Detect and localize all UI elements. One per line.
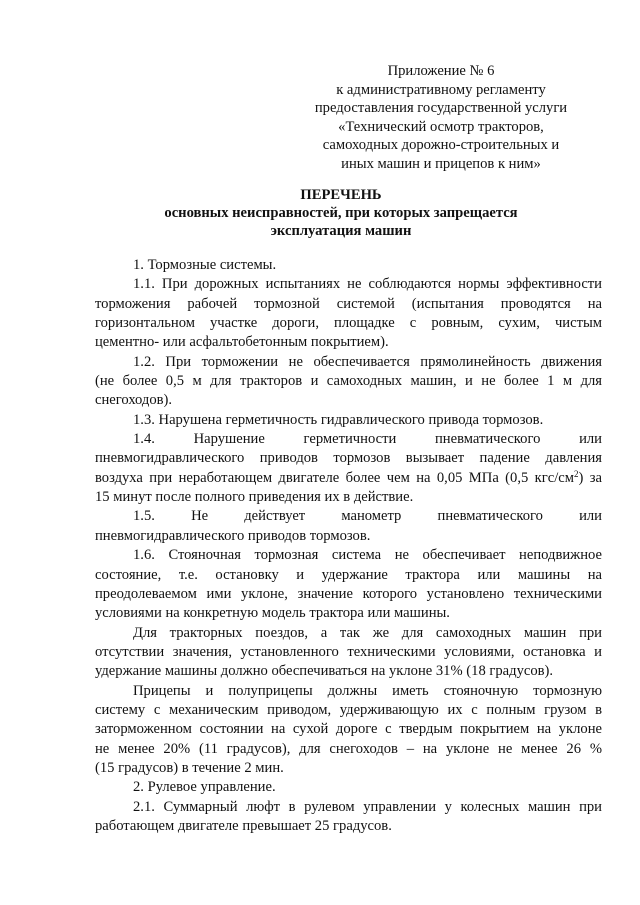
heading-subtitle-line: эксплуатация машин xyxy=(270,223,412,239)
text-line: заторможенном состоянии на сухой дороге с твердым покрытием на уклоне xyxy=(95,721,602,738)
text-line: 2. Рулевое управление. xyxy=(133,779,276,796)
text-line: удержание машины должно обеспечиваться на уклоне 31% (18 градусов). xyxy=(95,663,554,680)
heading-subtitle-line: основных неисправностей, при которых запрещается xyxy=(164,205,518,221)
appendix-line: самоходных дорожно-строительных и xyxy=(322,137,560,154)
text-line: не менее 20% (11 градусов), для снегоходов – на уклоне не менее 26 % xyxy=(95,740,602,757)
text-line: систему с механическим приводом, удерживающую их с полным грузом в xyxy=(95,701,602,718)
heading-title: ПЕРЕЧЕНЬ xyxy=(300,187,382,203)
text-line: отсутствии значения, установленного техническими условиями, остановка и xyxy=(95,643,602,660)
text-line: пневмогидравлического приводов тормозов вызывает падение давления xyxy=(95,450,602,467)
text-line: условиями на конкретную модель трактора или машины. xyxy=(95,605,450,622)
appendix-header xyxy=(300,62,582,174)
text-line: 1.5. Не действует манометр пневматического или xyxy=(133,508,602,525)
appendix-line: к административному регламенту xyxy=(336,81,546,98)
paragraph-1-2 xyxy=(95,353,602,411)
text-line: Прицепы и полуприцепы должны иметь стояночную тормозную xyxy=(133,682,602,699)
text-line: преодолеваемом ими уклоне, значение которого установлено техническими xyxy=(95,585,602,602)
text-line: работающем двигателе превышает 25 градусов. xyxy=(95,817,392,834)
paragraph-2-1 xyxy=(95,798,602,837)
appendix-line: Приложение № 6 xyxy=(387,63,495,79)
text-line: 1.6. Стояночная тормозная система не обеспечивает неподвижное xyxy=(133,547,602,564)
document-body xyxy=(95,256,602,836)
appendix-line: «Технический осмотр тракторов, xyxy=(338,118,544,135)
paragraph-1-6 xyxy=(95,546,602,623)
appendix-line: предоставления государственной услуги xyxy=(314,100,568,117)
section-heading-steering xyxy=(95,778,602,797)
superscript: 2 xyxy=(574,468,579,479)
text-line: цементно- или асфальтобетонным покрытием). xyxy=(95,334,389,351)
text-line: 1.1. При дорожных испытаниях не соблюдаются нормы эффективности xyxy=(133,276,602,293)
text-fragment: воздуха при неработающем двигателе более чем на 0,05 МПа (0,5 кгс/см xyxy=(95,469,574,486)
paragraph-1-4 xyxy=(95,430,602,507)
paragraph-1-3 xyxy=(95,411,602,430)
text-line xyxy=(95,469,602,488)
appendix-line: иных машин и прицепов к ним» xyxy=(341,155,541,172)
text-line: горизонтальном участке дороги, площадке с ровным, сухим, чистым xyxy=(95,315,602,332)
paragraph-trailers xyxy=(95,682,602,779)
text-line: снегоходов). xyxy=(95,392,173,409)
document-heading xyxy=(96,186,586,240)
text-line: 15 минут после полного приведения их в действие. xyxy=(95,489,414,506)
text-line: (15 градусов) в течение 2 мин. xyxy=(95,759,284,776)
text-line: 1.4. Нарушение герметичности пневматического или xyxy=(133,431,602,448)
paragraph-1-1 xyxy=(95,275,602,352)
text-line: Для тракторных поездов, а так же для самоходных машин при xyxy=(133,624,602,641)
text-line: 1.2. При торможении не обеспечивается прямолинейность движения xyxy=(133,353,602,370)
section-heading-brakes xyxy=(95,256,602,275)
text-fragment: ) за xyxy=(578,469,602,486)
text-line: 1.3. Нарушена герметичность гидравлического привода тормозов. xyxy=(133,411,544,428)
text-line: 2.1. Суммарный люфт в рулевом управлении у колесных машин при xyxy=(133,798,602,815)
paragraph-tractor-trains xyxy=(95,624,602,682)
paragraph-1-5 xyxy=(95,507,602,546)
text-line: 1. Тормозные системы. xyxy=(133,257,277,273)
text-line: пневмогидравлического приводов тормозов. xyxy=(95,527,371,544)
text-line: (не более 0,5 м для тракторов и самоходных машин, и не более 1 м для xyxy=(95,373,602,390)
text-line: торможения рабочей тормозной системой (испытания проводятся на xyxy=(95,295,602,312)
text-line: состояние, т.е. остановку и удержание трактора или машины на xyxy=(95,566,602,583)
